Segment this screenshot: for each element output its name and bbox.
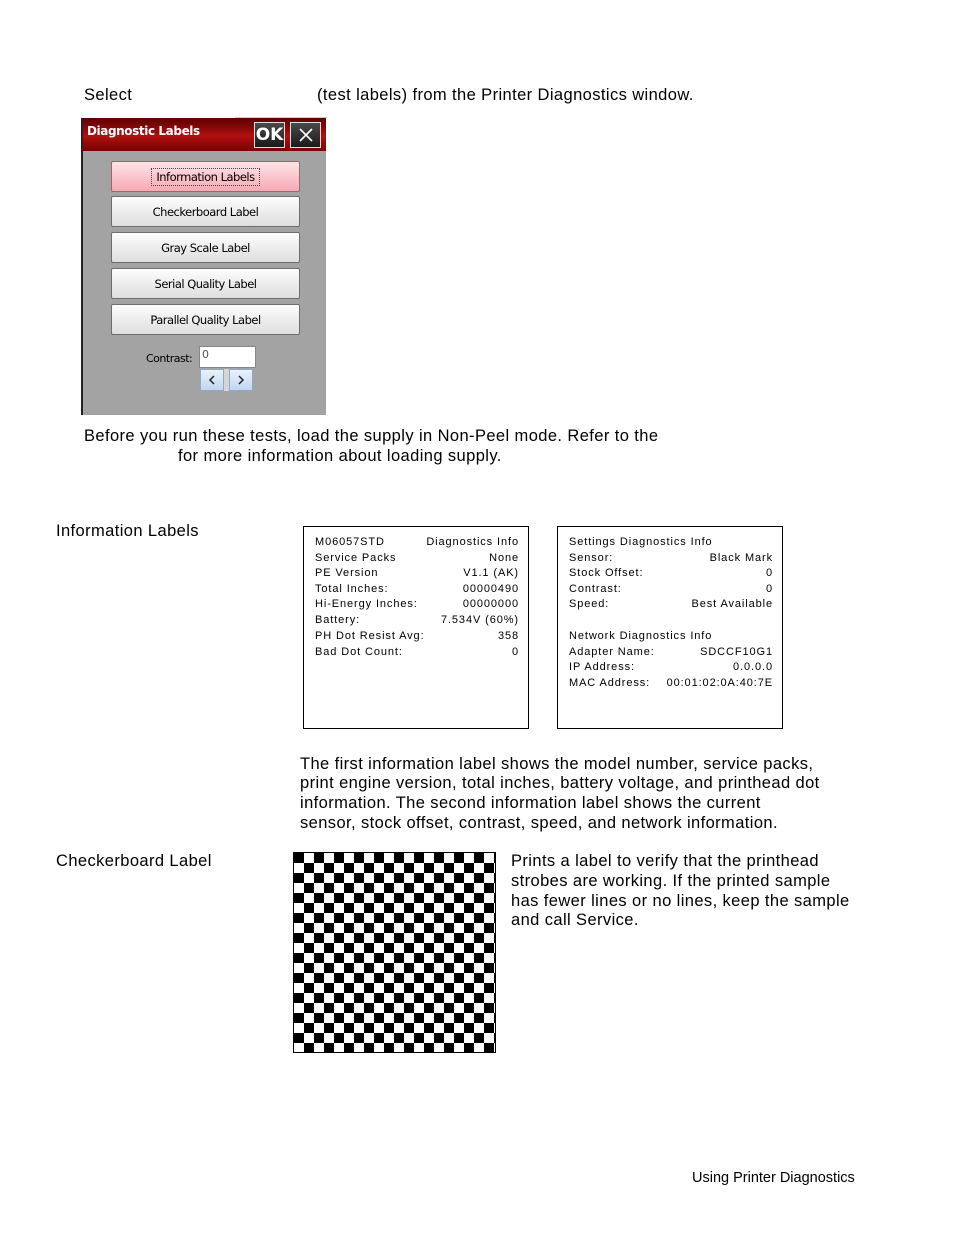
checker-square <box>374 933 384 943</box>
checker-square <box>474 873 484 883</box>
checker-square <box>334 973 344 983</box>
info-row: Speed: Best Available <box>569 598 773 610</box>
checker-square <box>444 883 454 893</box>
checker-square <box>404 863 414 873</box>
intro-select: Select <box>84 86 133 104</box>
info-description-4: sensor, stock offset, contrast, speed, and network information. <box>300 814 778 832</box>
checker-square <box>464 963 474 973</box>
checker-square <box>404 883 414 893</box>
checker-square <box>324 1023 334 1033</box>
info-label-1-title: M06057STD Diagnostics Info <box>315 536 519 548</box>
checker-square <box>324 1003 334 1013</box>
info-row: PE Version V1.1 (AK) <box>315 567 519 579</box>
checker-square <box>414 853 424 863</box>
checker-square <box>464 903 474 913</box>
checker-square <box>354 953 364 963</box>
checker-square <box>354 913 364 923</box>
checker-square <box>364 923 374 933</box>
checker-square <box>454 873 464 883</box>
checker-square <box>314 1033 324 1043</box>
checker-square <box>324 883 334 893</box>
checker-square <box>474 953 484 963</box>
checker-square <box>404 1023 414 1033</box>
checker-square <box>424 943 434 953</box>
checker-square <box>324 1043 334 1052</box>
checker-square <box>384 923 394 933</box>
checker-square <box>314 953 324 963</box>
checker-square <box>374 973 384 983</box>
checker-square <box>414 913 424 923</box>
info-description-1: The first information label shows the model number, service packs, <box>300 755 814 773</box>
checker-square <box>434 973 444 983</box>
checker-square <box>384 1003 394 1013</box>
checker-square <box>494 933 495 943</box>
checker-square <box>314 853 324 863</box>
checker-square <box>474 1013 484 1023</box>
checker-square <box>294 973 304 983</box>
checker-square <box>354 993 364 1003</box>
info-row: PH Dot Resist Avg: 358 <box>315 630 519 642</box>
checker-square <box>354 933 364 943</box>
info-row: MAC Address: 00:01:02:0A:40:7E <box>569 677 773 689</box>
checker-square <box>414 873 424 883</box>
checker-square <box>294 1013 304 1023</box>
checker-square <box>334 1013 344 1023</box>
info-label-2 <box>557 526 783 729</box>
checker-square <box>414 953 424 963</box>
checker-square <box>304 1043 314 1052</box>
checker-square <box>374 993 384 1003</box>
checker-square <box>354 873 364 883</box>
close-button[interactable] <box>290 122 321 148</box>
checker-square <box>474 993 484 1003</box>
checker-square <box>314 933 324 943</box>
info-description-3: information. The second information label shows the current <box>300 794 761 812</box>
checkerboard-pattern <box>294 853 495 1052</box>
checker-square <box>394 873 404 883</box>
checker-square <box>314 1013 324 1023</box>
checker-square <box>364 863 374 873</box>
checker-square <box>474 1033 484 1043</box>
checker-square <box>414 973 424 983</box>
checker-square <box>454 953 464 963</box>
checker-square <box>414 993 424 1003</box>
checker-square <box>444 1043 454 1052</box>
checker-square <box>334 993 344 1003</box>
checker-square <box>454 933 464 943</box>
checker-square <box>354 853 364 863</box>
checker-square <box>494 853 495 863</box>
checker-square <box>454 1013 464 1023</box>
checker-square <box>434 953 444 963</box>
page-footer: Using Printer Diagnostics <box>692 1170 855 1186</box>
checker-square <box>484 1043 494 1052</box>
checker-square <box>294 893 304 903</box>
checker-square <box>294 1033 304 1043</box>
checker-square <box>344 903 354 913</box>
checker-square <box>424 983 434 993</box>
checker-square <box>294 873 304 883</box>
info-row: Stock Offset: 0 <box>569 567 773 579</box>
checker-square <box>344 983 354 993</box>
checker-square <box>434 853 444 863</box>
checker-square <box>364 983 374 993</box>
checker-square <box>494 993 495 1003</box>
checker-square <box>304 983 314 993</box>
information-labels-button[interactable]: Information Labels <box>111 161 300 192</box>
checker-description-1: Prints a label to verify that the printhead <box>511 852 819 870</box>
info-row: IP Address: 0.0.0.0 <box>569 661 773 673</box>
checker-square <box>404 983 414 993</box>
checker-square <box>454 993 464 1003</box>
checker-square <box>374 1013 384 1023</box>
checker-square <box>344 863 354 873</box>
checker-square <box>344 1003 354 1013</box>
checker-square <box>394 933 404 943</box>
serial-quality-label-button[interactable]: Serial Quality Label <box>111 268 300 299</box>
checker-square <box>314 873 324 883</box>
checkerboard-heading: Checkerboard Label <box>56 852 212 870</box>
checker-square <box>474 853 484 863</box>
checker-square <box>374 953 384 963</box>
checker-square <box>404 1043 414 1052</box>
checker-square <box>414 1033 424 1043</box>
checker-square <box>334 953 344 963</box>
checker-square <box>404 963 414 973</box>
checker-square <box>444 983 454 993</box>
checker-square <box>494 913 495 923</box>
checker-square <box>464 1043 474 1052</box>
checker-square <box>364 883 374 893</box>
checker-square <box>324 863 334 873</box>
checker-square <box>464 1023 474 1033</box>
checker-square <box>294 933 304 943</box>
checker-square <box>474 893 484 903</box>
contrast-label: Contrast: <box>146 352 193 365</box>
checkerboard-label-button[interactable]: Checkerboard Label <box>111 196 300 227</box>
checker-square <box>494 973 495 983</box>
ok-button[interactable]: OK <box>254 122 285 148</box>
checker-square <box>384 863 394 873</box>
info-row: Bad Dot Count: 0 <box>315 646 519 658</box>
checker-square <box>374 853 384 863</box>
checker-square <box>434 913 444 923</box>
checker-square <box>364 1043 374 1052</box>
checker-square <box>374 893 384 903</box>
checker-square <box>314 993 324 1003</box>
checker-square <box>294 853 304 863</box>
checker-description-2: strobes are working. If the printed sample <box>511 872 831 890</box>
checker-square <box>324 903 334 913</box>
checker-square <box>484 1003 494 1013</box>
checker-square <box>334 853 344 863</box>
checker-square <box>424 1043 434 1052</box>
checker-square <box>464 923 474 933</box>
checker-square <box>484 1023 494 1033</box>
checker-square <box>304 923 314 933</box>
before-line-2: for more information about loading supply. <box>178 447 502 465</box>
checker-square <box>454 913 464 923</box>
checker-square <box>304 903 314 913</box>
info-row: Total Inches: 00000490 <box>315 583 519 595</box>
checker-square <box>444 903 454 913</box>
checker-square <box>404 1003 414 1013</box>
info-row: Hi-Energy Inches: 00000000 <box>315 598 519 610</box>
checker-square <box>334 933 344 943</box>
checker-square <box>324 943 334 953</box>
contrast-increase-button[interactable] <box>229 369 253 391</box>
checker-square <box>494 1033 495 1043</box>
checker-square <box>334 913 344 923</box>
checker-square <box>434 1033 444 1043</box>
contrast-decrease-button[interactable] <box>200 369 224 391</box>
checker-square <box>394 913 404 923</box>
checker-square <box>454 893 464 903</box>
checker-square <box>324 983 334 993</box>
chevron-left-icon <box>208 375 216 385</box>
checker-square <box>294 913 304 923</box>
checker-square <box>314 913 324 923</box>
checker-square <box>434 893 444 903</box>
checker-square <box>364 963 374 973</box>
checker-square <box>304 1003 314 1013</box>
parallel-quality-label-button[interactable]: Parallel Quality Label <box>111 304 300 335</box>
checker-square <box>424 883 434 893</box>
dialog-title-bar <box>83 118 326 151</box>
checker-square <box>454 853 464 863</box>
checker-square <box>454 1033 464 1043</box>
checker-square <box>424 923 434 933</box>
checker-square <box>494 893 495 903</box>
diagnostic-labels-dialog <box>81 118 326 415</box>
close-icon <box>298 127 314 143</box>
checker-square <box>414 1013 424 1023</box>
checker-square <box>394 1013 404 1023</box>
checker-square <box>424 1003 434 1013</box>
checker-square <box>354 1033 364 1043</box>
info-row: Contrast: 0 <box>569 583 773 595</box>
checker-description-3: has fewer lines or no lines, keep the sample <box>511 892 850 910</box>
checker-square <box>324 923 334 933</box>
info-description-2: print engine version, total inches, battery voltage, and printhead dot <box>300 774 820 792</box>
checker-square <box>444 863 454 873</box>
checker-square <box>304 963 314 973</box>
checker-square <box>384 963 394 973</box>
checker-square <box>354 1013 364 1023</box>
checker-square <box>484 883 494 893</box>
checker-description-4: and call Service. <box>511 911 639 929</box>
checker-square <box>344 963 354 973</box>
intro-rest: (test labels) from the Printer Diagnostics window. <box>317 86 694 104</box>
checker-square <box>384 1043 394 1052</box>
checker-square <box>474 973 484 983</box>
info-row: Adapter Name: SDCCF10G1 <box>569 646 773 658</box>
checker-square <box>434 873 444 883</box>
checker-square <box>324 963 334 973</box>
checker-square <box>364 903 374 913</box>
checker-square <box>434 1013 444 1023</box>
checker-square <box>484 983 494 993</box>
checker-square <box>444 943 454 953</box>
chevron-right-icon <box>237 375 245 385</box>
checker-square <box>484 863 494 873</box>
checker-square <box>404 903 414 913</box>
checker-square <box>404 923 414 933</box>
checker-square <box>414 933 424 943</box>
checker-square <box>424 963 434 973</box>
checker-square <box>414 893 424 903</box>
checker-square <box>344 943 354 953</box>
checker-square <box>394 973 404 983</box>
checker-square <box>484 943 494 953</box>
checker-square <box>444 923 454 933</box>
info-label-1 <box>303 526 529 729</box>
checker-square <box>464 863 474 873</box>
checker-square <box>464 983 474 993</box>
checker-square <box>484 963 494 973</box>
checker-square <box>354 893 364 903</box>
checker-square <box>344 883 354 893</box>
checker-square <box>464 1003 474 1013</box>
checker-square <box>334 873 344 883</box>
dialog-title: Diagnostic Labels <box>87 124 200 138</box>
checker-square <box>474 913 484 923</box>
checkerboard-sample <box>293 852 496 1053</box>
checker-square <box>404 943 414 953</box>
checker-square <box>344 923 354 933</box>
checker-square <box>454 973 464 983</box>
checker-square <box>314 893 324 903</box>
checker-square <box>494 1013 495 1023</box>
contrast-input[interactable]: 0 <box>199 346 256 368</box>
checker-square <box>364 943 374 953</box>
checker-square <box>314 973 324 983</box>
checker-square <box>384 1023 394 1033</box>
checker-square <box>494 953 495 963</box>
checker-square <box>384 903 394 913</box>
checker-square <box>424 1023 434 1033</box>
checker-square <box>394 893 404 903</box>
checker-square <box>424 903 434 913</box>
checker-square <box>344 1043 354 1052</box>
checker-square <box>474 933 484 943</box>
information-labels-heading: Information Labels <box>56 522 199 540</box>
checker-square <box>484 903 494 913</box>
checker-square <box>444 963 454 973</box>
info-row: Service Packs None <box>315 552 519 564</box>
checker-square <box>294 953 304 963</box>
checker-square <box>434 993 444 1003</box>
checker-square <box>354 973 364 983</box>
checker-square <box>304 1023 314 1033</box>
checker-square <box>464 883 474 893</box>
checker-square <box>394 953 404 963</box>
checker-square <box>384 883 394 893</box>
info-row: Sensor: Black Mark <box>569 552 773 564</box>
info-row: Battery: 7.534V (60%) <box>315 614 519 626</box>
checker-square <box>364 1023 374 1033</box>
checker-square <box>464 943 474 953</box>
checker-square <box>334 893 344 903</box>
network-title: Network Diagnostics Info <box>569 630 713 642</box>
checker-square <box>494 873 495 883</box>
checker-square <box>394 853 404 863</box>
checker-square <box>384 943 394 953</box>
checker-square <box>444 1003 454 1013</box>
checker-square <box>384 983 394 993</box>
checker-square <box>434 933 444 943</box>
checker-square <box>304 883 314 893</box>
checker-square <box>444 1023 454 1033</box>
checker-square <box>374 913 384 923</box>
checker-square <box>424 863 434 873</box>
before-line-1: Before you run these tests, load the supply in Non-Peel mode. Refer to the <box>84 427 659 445</box>
checker-square <box>484 923 494 933</box>
checker-square <box>304 943 314 953</box>
checker-square <box>294 993 304 1003</box>
checker-square <box>374 1033 384 1043</box>
checker-square <box>334 1033 344 1043</box>
gray-scale-label-button[interactable]: Gray Scale Label <box>111 232 300 263</box>
checker-square <box>344 1023 354 1033</box>
checker-square <box>394 993 404 1003</box>
checker-square <box>374 873 384 883</box>
checker-square <box>394 1033 404 1043</box>
checker-square <box>364 1003 374 1013</box>
checker-square <box>304 863 314 873</box>
settings-title: Settings Diagnostics Info <box>569 536 713 548</box>
